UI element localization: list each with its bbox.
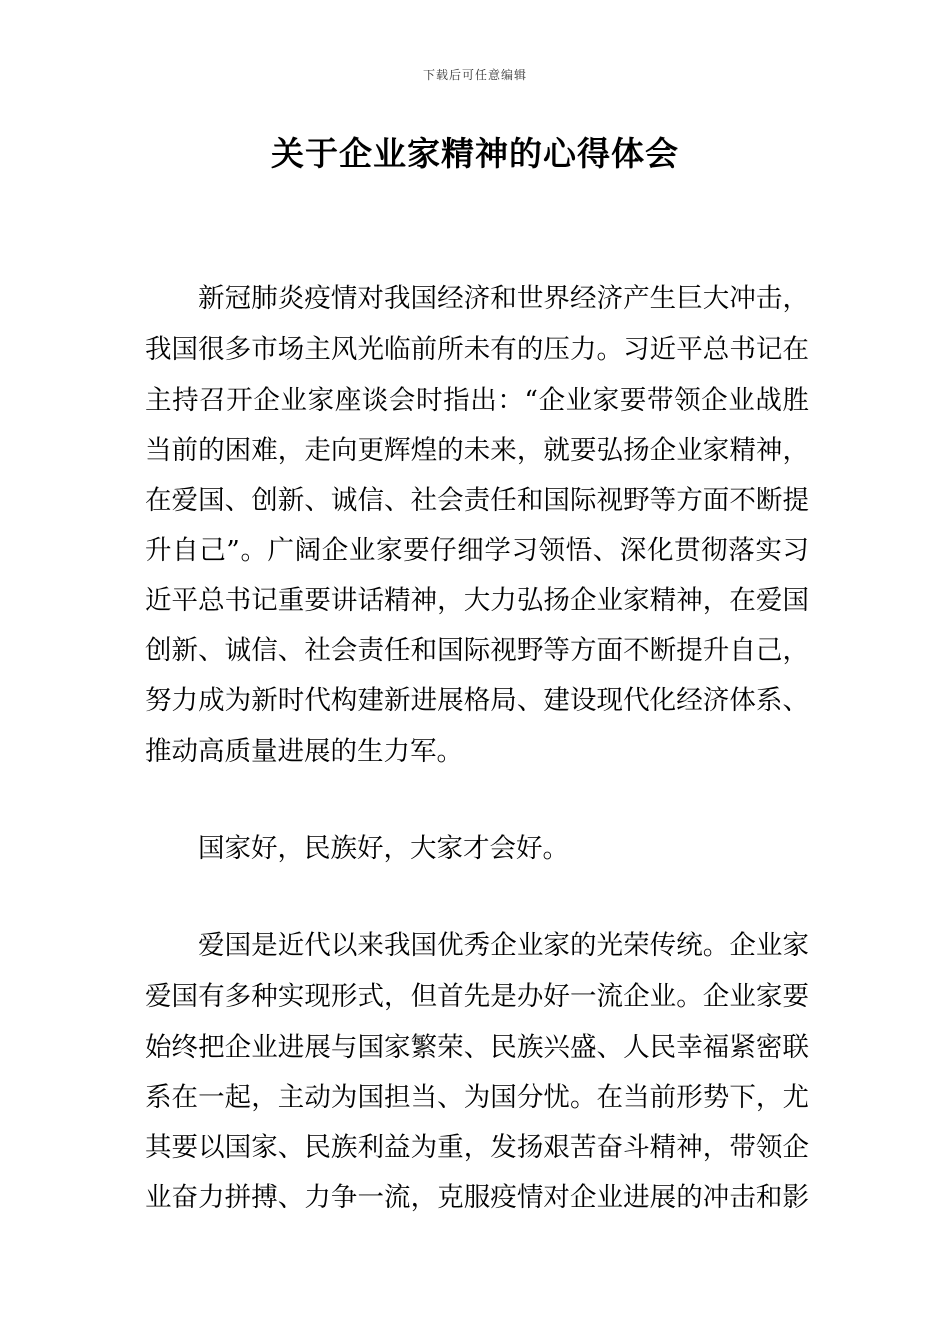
document-title: 关于企业家精神的心得体会 xyxy=(271,134,679,173)
paragraph-1-line-9: 努力成为新时代构建新进展格局、建设现代化经济体系、 xyxy=(145,685,809,716)
paragraph-1-line-4: 当前的困难，走向更辉煌的未来，就要弘扬企业家精神， xyxy=(145,435,809,466)
paragraph-1-line-3: 主持召开企业家座谈会时指出：“企业家要带领企业战胜 xyxy=(145,385,809,416)
paragraph-3-line-6: 业奋力拼搏、力争一流，克服疫情对企业进展的冲击和影 xyxy=(145,1182,809,1213)
paragraph-1-line-5: 在爱国、创新、诚信、社会责任和国际视野等方面不断提 xyxy=(145,485,809,516)
paragraph-1-line-7: 近平总书记重要讲话精神，大力弘扬企业家精神，在爱国 xyxy=(145,585,809,616)
paragraph-3-line-1: 爱国是近代以来我国优秀企业家的光荣传统。企业家 xyxy=(198,930,809,961)
paragraph-1-line-2: 我国很多市场主风光临前所未有的压力。习近平总书记在 xyxy=(145,334,809,365)
header-note: 下载后可任意编辑 xyxy=(422,68,527,82)
paragraph-1-line-6: 升自己”。广阔企业家要仔细学习领悟、深化贯彻落实习 xyxy=(145,535,809,566)
paragraph-3-line-3: 始终把企业进展与国家繁荣、民族兴盛、人民幸福紧密联 xyxy=(145,1032,809,1063)
paragraph-2-line-1: 国家好，民族好，大家才会好。 xyxy=(198,833,569,864)
paragraph-1-line-8: 创新、诚信、社会责任和国际视野等方面不断提升自己， xyxy=(145,635,809,666)
paragraph-3-line-5: 其要以国家、民族利益为重，发扬艰苦奋斗精神，带领企 xyxy=(145,1132,809,1163)
paragraph-1-line-1: 新冠肺炎疫情对我国经济和世界经济产生巨大冲击， xyxy=(198,283,809,314)
paragraph-3-line-2: 爱国有多种实现形式，但首先是办好一流企业。企业家要 xyxy=(145,981,809,1012)
paragraph-3-line-4: 系在一起，主动为国担当、为国分忧。在当前形势下，尤 xyxy=(145,1082,809,1113)
paragraph-1-line-10: 推动高质量进展的生力军。 xyxy=(145,736,463,767)
